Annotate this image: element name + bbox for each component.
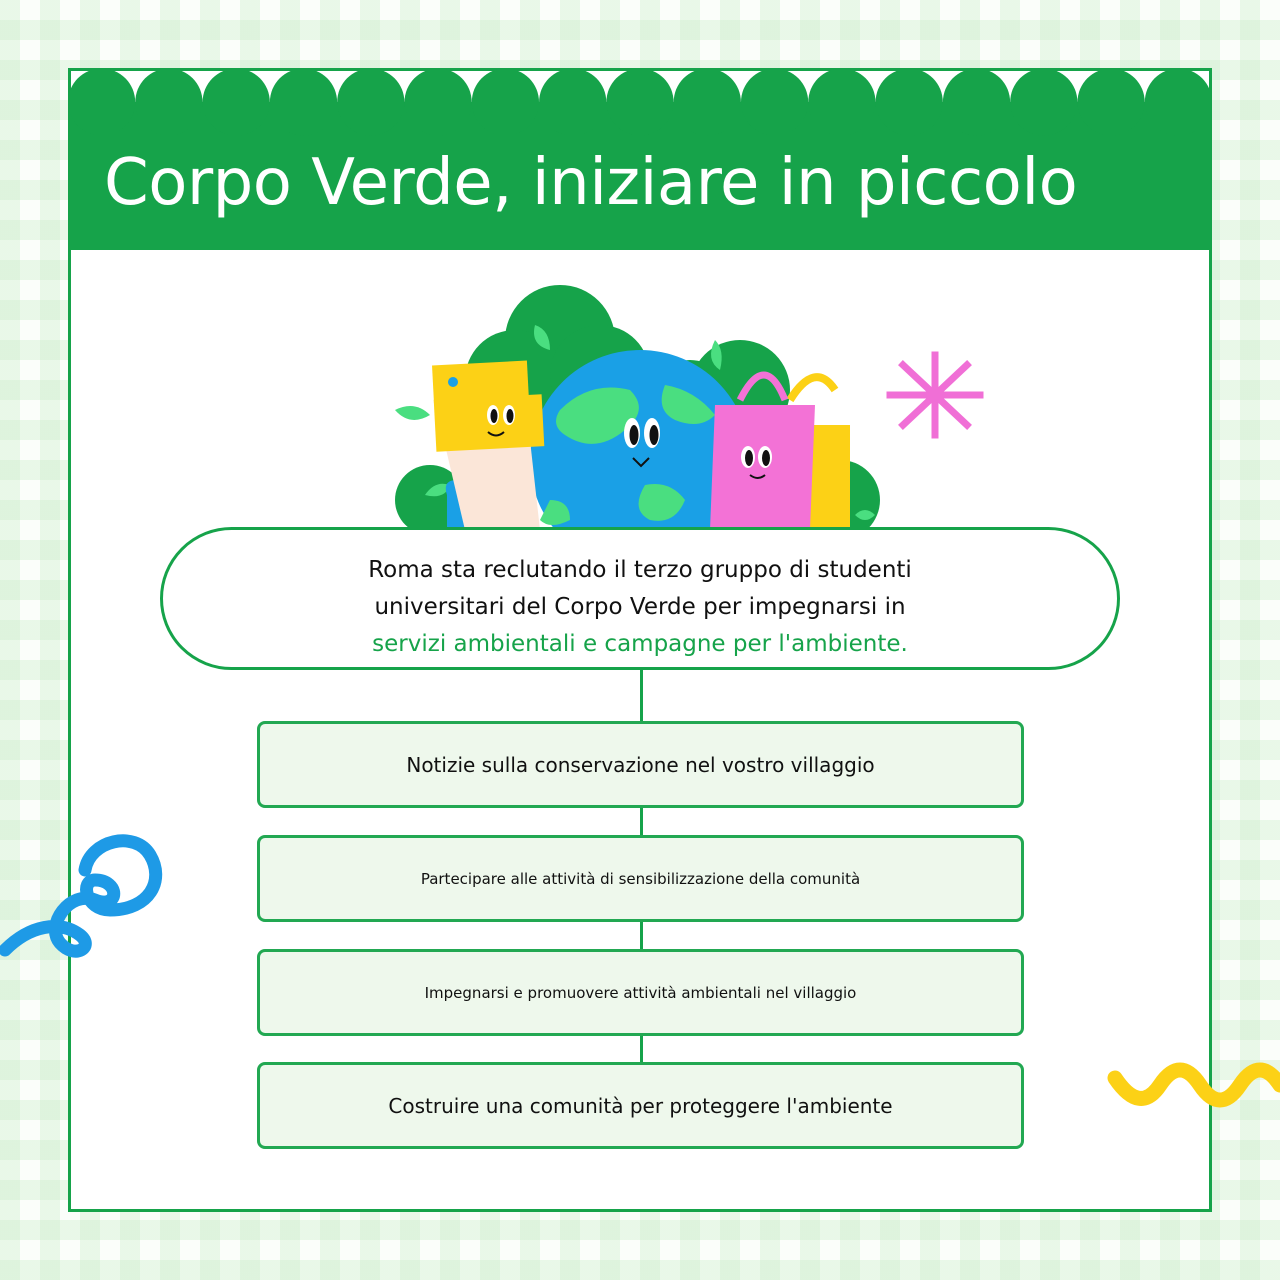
page-title: Corpo Verde, iniziare in piccolo: [104, 146, 1078, 220]
pink-asterisk-icon: [885, 350, 985, 440]
scallop-shape: [876, 68, 943, 135]
intro-statement: [160, 527, 1120, 670]
step-box-2: [257, 835, 1024, 922]
scallop-shape: [808, 68, 875, 135]
step-label: Notizie sulla conservazione nel vostro villaggio: [406, 752, 875, 777]
scallop-shape: [270, 68, 337, 135]
header-banner: [68, 68, 1212, 250]
intro-line-1: Roma sta reclutando il terzo gruppo di studenti: [368, 557, 912, 583]
scallop-shape: [135, 68, 202, 135]
step-box-3: [257, 949, 1024, 1036]
scallop-shape: [203, 68, 270, 135]
scallop-shape: [337, 68, 404, 135]
scallop-shape: [1145, 68, 1212, 135]
step-label: Partecipare alle attività di sensibilizzazione della comunità: [420, 869, 861, 888]
connector-line: [640, 670, 643, 722]
connector-line: [640, 1035, 643, 1063]
scallop-shape: [1010, 68, 1077, 135]
step-box-1: [257, 721, 1024, 808]
scallop-shape: [674, 68, 741, 135]
yellow-squiggle-icon: [1105, 1060, 1280, 1120]
blue-swirl-icon: [0, 825, 170, 960]
step-label: Impegnarsi e promuovere attività ambientali nel villaggio: [424, 983, 857, 1002]
scallop-shape: [1078, 68, 1145, 135]
scallop-shape: [405, 68, 472, 135]
connector-line: [640, 921, 643, 950]
step-box-4: [257, 1062, 1024, 1149]
intro-line-highlight: servizi ambientali e campagne per l'ambiente.: [372, 631, 908, 657]
scallop-shape: [539, 68, 606, 135]
scallop-shape: [472, 68, 539, 135]
scallop-shape: [606, 68, 673, 135]
step-label: Costruire una comunità per proteggere l'ambiente: [388, 1093, 893, 1118]
scallop-shape: [68, 68, 135, 135]
connector-line: [640, 807, 643, 836]
scallop-shape: [741, 68, 808, 135]
scallop-shape: [943, 68, 1010, 135]
intro-line-2: universitari del Corpo Verde per impegnarsi in: [374, 594, 906, 620]
